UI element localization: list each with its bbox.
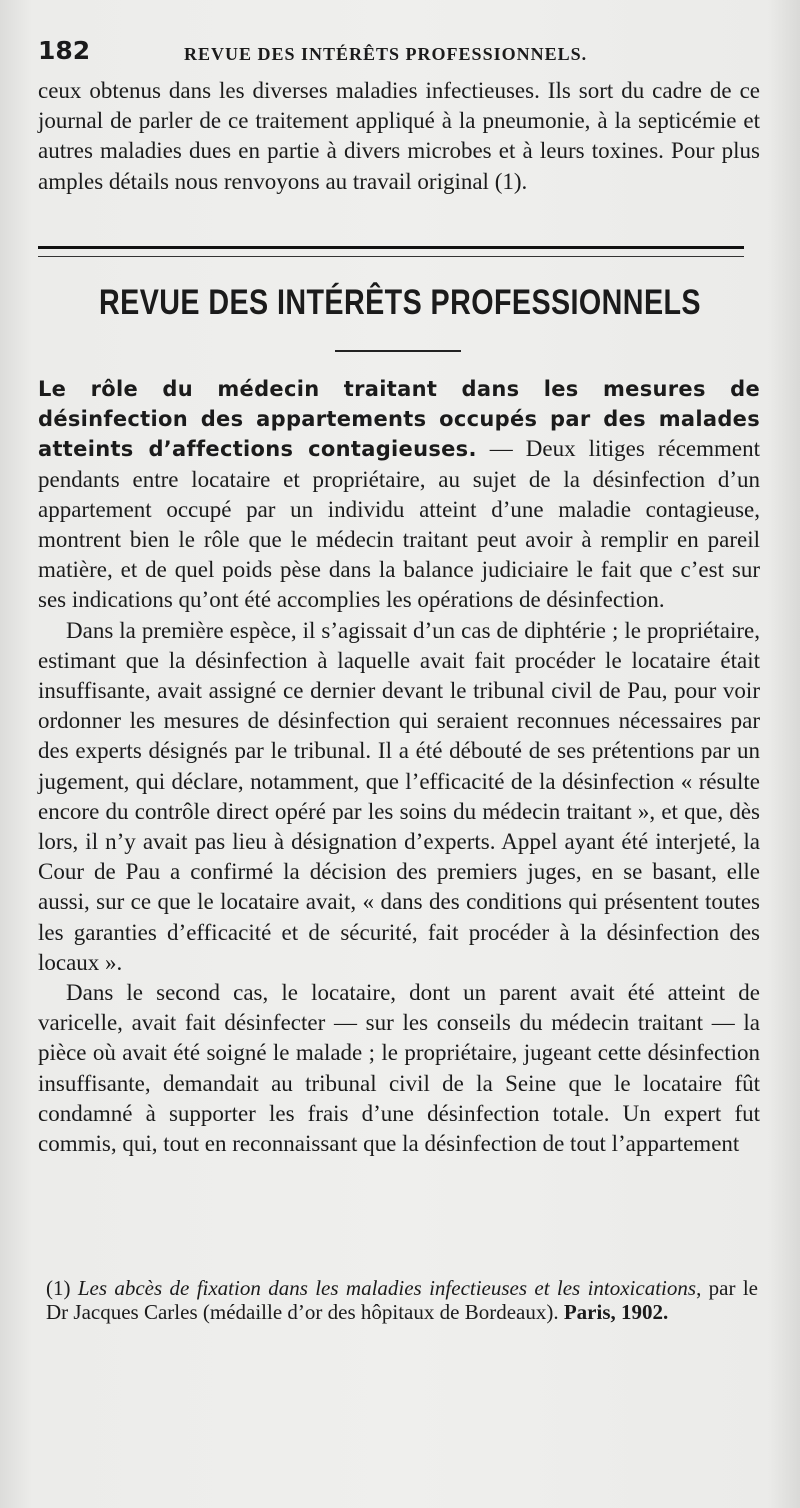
footnote-place: Paris, 1902.: [558, 1300, 669, 1324]
section-title: REVUE DES INTÉRÊTS PROFESSIONNELS: [99, 283, 701, 322]
section-divider: [38, 246, 744, 257]
title-underline: [335, 350, 461, 352]
lead-paragraph-text: — Deux litiges récemment pendants entre locataire et propriétaire, au sujet de la désinfection d’un appartement occupé par un individu atteint d’une maladie contagieuse, montrent bien le rôle que le médecin traitant peut avoir à remplir en pareil matière, et de quel poids pèse dans la balance judiciaire le fait que c’est sur ses indications qu’ont été accomplies les opérations de désinfection.: [38, 436, 760, 613]
article-lead-title: Le rôle du médecin traitant dans les mesures de désinfection des appartements occupés par des malades atteints d’affections contagieuses.: [38, 377, 760, 462]
running-header: [38, 36, 758, 72]
intro-paragraph: ceux obtenus dans les diverses maladies infectieuses. Ils sort du cadre de ce journal de parler de ce traitement appliqué à la pneumonie, à la septicémie et autres maladies dues en partie à divers microbes et à leurs toxines. Pour plus amples détails nous renvoyons au travail original (1).: [38, 78, 760, 194]
paragraph-first-case: Dans la première espèce, il s’agissait d’un cas de diphtérie ; le propriétaire, estimant que la désinfection à laquelle avait fait procéder le locataire était insuffisante, avait assigné ce dernier devant le tribunal civil de Pau, pour voir ordonner les mesures de désinfection qui seraient reconnues nécessaires par des experts désignés par le tribunal. Il a été débouté de ses prétentions par un jugement, qui déclare, notamment, que l’efficacité de la désinfection « résulte encore du contrôle direct opéré par les soins du médecin traitant », et que, dès lors, il n’y avait pas lieu à désignation d’experts. Appel ayant été interjeté, la Cour de Pau a confirmé la décision des premiers juges, en se basant, elle aussi, sur ce que le locataire avait, « dans des conditions qui présentent toutes les garanties d’efficacité et de sécurité, fait procéder à la désinfection des locaux ».: [38, 617, 760, 975]
running-title: REVUE DES INTÉRÊTS PROFESSIONNELS.: [184, 44, 588, 64]
lead-paragraph: [38, 374, 760, 616]
page-number: 182: [38, 36, 91, 65]
paragraph-second-case: Dans le second cas, le locataire, dont un parent avait été atteint de varicelle, avait fait désinfecter — sur les conseils du médecin traitant — la pièce où avait été soigné le malade ; le propriétaire, jugeant cette désinfection insuffisante, demandait au tribunal civil de la Seine que le locataire fût condamné à supporter les frais d’une désinfection totale. Un expert fut commis, qui, tout en reconnaissant que la désinfection de tout l’appartement: [38, 980, 760, 1157]
footnote-title: Les abcès de fixation dans les maladies infectieuses et les intoxications: [77, 1276, 697, 1300]
footnote-marker: (1): [46, 1276, 78, 1300]
article-body: [38, 374, 760, 1159]
footnote: [46, 1276, 758, 1324]
footnote-author: , par le Dr Jacques Carles (médaille d’or des hôpitaux de Bordeaux).: [46, 1276, 758, 1324]
